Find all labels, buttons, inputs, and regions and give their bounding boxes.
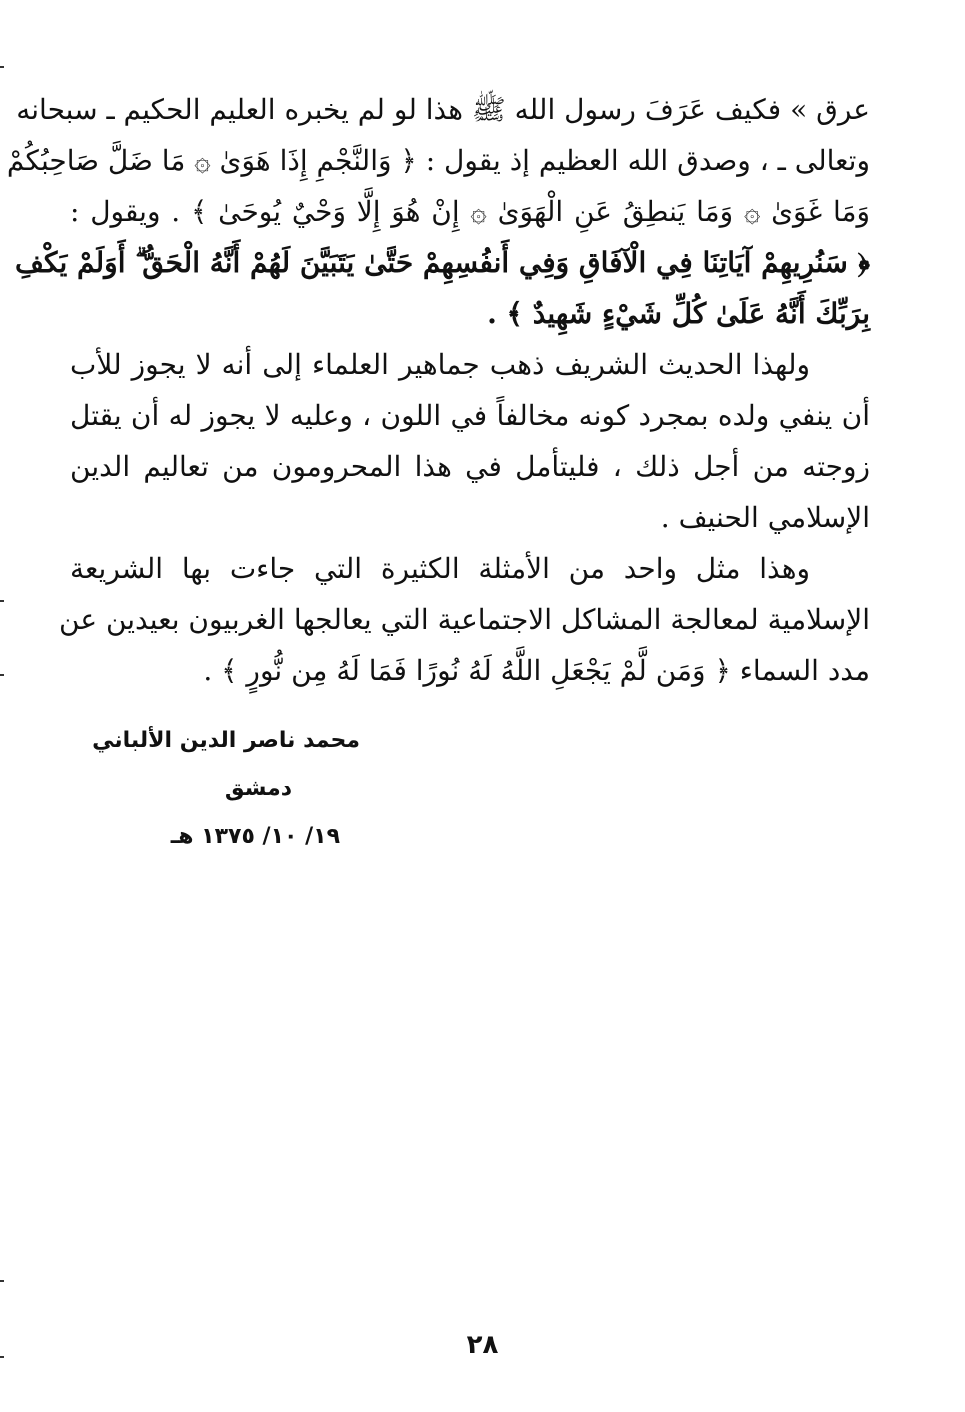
author-name: محمد ناصر الدين الألباني (92, 728, 360, 753)
text-line: الإسلامية لمعالجة المشاكل الاجتماعية التي يعالجها الغربيون بعيدين عن (59, 603, 870, 636)
signature-date: ١٩/ ١٠/ ١٣٧٥ هـ (170, 824, 340, 849)
paragraph-3 (59, 543, 870, 696)
text-line: الإسلامي الحنيف . (660, 501, 870, 534)
scan-edge-mark (0, 1280, 4, 1282)
page-body (6, 84, 870, 696)
quran-verse-line: ﴿ سَنُرِيهِمْ آيَاتِنَا فِي الْآفَاقِ وَفِي أَنفُسِهِمْ حَتَّىٰ يَتَبَيَّنَ لَهُمْ أَنَّهُ الْحَقُّ ۗ أَوَلَمْ يَكْفِ (15, 246, 870, 279)
scan-edge-mark (0, 674, 4, 676)
page-number: ٢٨ (466, 1330, 499, 1360)
paragraph-1 (6, 84, 870, 339)
text-line: عرق » فكيف عَرَفَ رسول الله ﷺ هذا لو لم يخبره العليم الحكيم ـ سبحانه (16, 93, 870, 126)
signature-city: دمشق (224, 776, 292, 801)
scan-edge-mark (0, 600, 4, 602)
text-line: مدد السماء ﴿ وَمَن لَّمْ يَجْعَلِ اللَّهُ لَهُ نُورًا فَمَا لَهُ مِن نُّورٍ ﴾ . (203, 654, 870, 687)
text-line: ولهذا الحديث الشريف ذهب جماهير العلماء إلى أنه لا يجوز للأب (70, 348, 810, 381)
text-line: وتعالى ـ ، وصدق الله العظيم إذ يقول : ﴿ وَالنَّجْمِ إِذَا هَوَىٰ ۞ مَا ضَلَّ صَاحِبُكُمْ (6, 144, 870, 177)
scan-edge-mark (0, 66, 4, 68)
text-line: أن ينفي ولده بمجرد كونه مخالفاً في اللون ، وعليه لا يجوز له أن يقتل (70, 399, 870, 432)
text-line: وَمَا غَوَىٰ ۞ وَمَا يَنطِقُ عَنِ الْهَوَىٰ ۞ إِنْ هُوَ إِلَّا وَحْيٌ يُوحَىٰ ﴾ . ويقول : (70, 195, 870, 228)
quran-verse-line: بِرَبِّكَ أَنَّهُ عَلَىٰ كُلِّ شَيْءٍ شَهِيدٌ ﴾ . (487, 297, 870, 330)
text-line: زوجته من أجل ذلك ، فليتأمل في هذا المحرومون من تعاليم الدين (70, 450, 870, 483)
paragraph-2 (70, 339, 870, 543)
text-line: وهذا مثل واحد من الأمثلة الكثيرة التي جاءت بها الشريعة (70, 552, 810, 585)
